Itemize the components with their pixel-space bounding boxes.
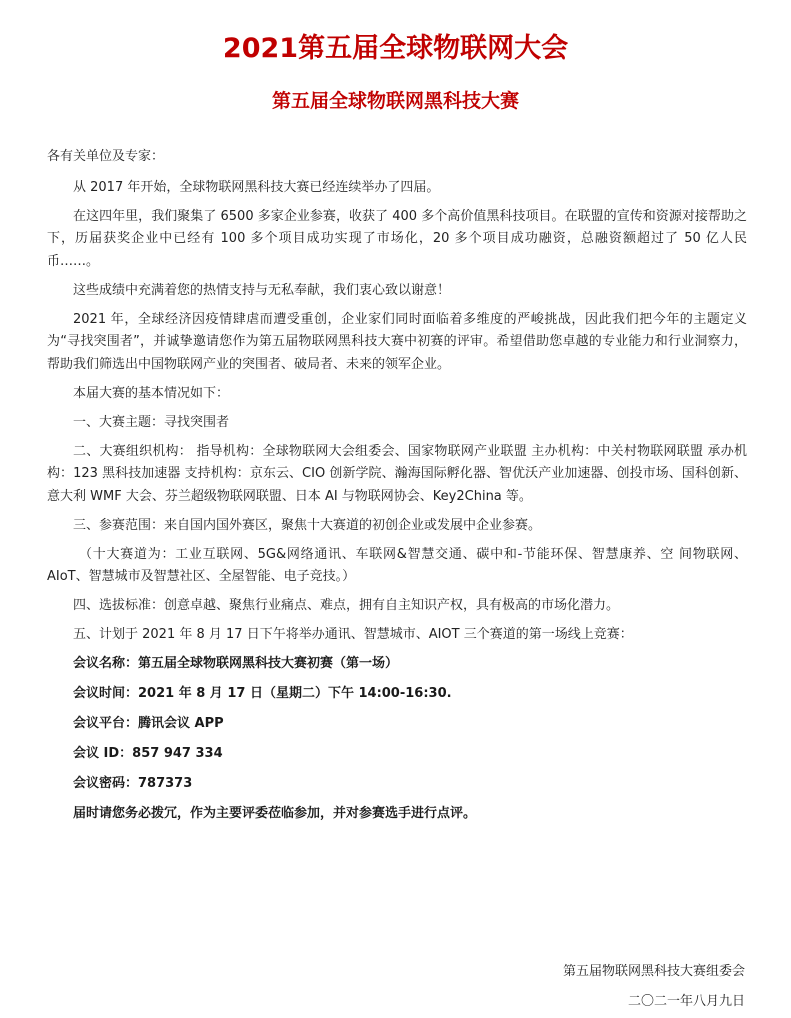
paragraph-theme: 一、大赛主题：寻找突围者 — [73, 414, 230, 430]
meeting-platform: 会议平台：腾讯会议 APP — [73, 716, 224, 731]
paragraph-overview-intro: 本届大赛的基本情况如下： — [73, 385, 230, 401]
paragraph-history: 从 2017 年开始，全球物联网黑科技大赛已经连续举办了四届。 — [73, 179, 440, 195]
paragraph-achievements: 在这四年里，我们聚集了 6500 多家企业参赛，收获了 400 多个高价值黑科技项目。在联盟的宣传和资源对接帮助之下，历届获奖企业中已经有 100 多个项目成功实现了市场化，20 多个项目成功融资，总融资额超过了 50 亿人民币……。 — [47, 208, 747, 269]
document-subtitle: 第五届全球物联网黑科技大赛 — [271, 90, 519, 112]
paragraph-thanks: 这些成绩中充满着您的热情支持与无私奉献，我们衷心致以谢意！ — [73, 282, 451, 298]
paragraph-organizers: 二、大赛组织机构： 指导机构：全球物联网大会组委会、国家物联网产业联盟 主办机构：中关村物联网联盟 承办机构：123 黑科技加速器 支持机构：京东云、CIO 创新学院、瀚海国际孵化器、智优沃产业加速器、创投市场、国科创新、 意大利 WMF 大会、芬兰超级物联网联盟、日本 AI 与物联网协会、Key2China 等。 — [47, 443, 747, 504]
meeting-password: 会议密码：787373 — [73, 776, 193, 791]
letter-body — [47, 146, 747, 833]
paragraph-invitation: 2021 年，全球经济因疫情肆虐而遭受重创，企业家们同时面临着多维度的严峻挑战，因此我们把今年的主题定义为“寻找突围者”，并诚挚邀请您作为第五届物联网黑科技大赛中初赛的评审。希望借助您卓越的专业能力和行业洞察力，帮助我们筛选出中国物联网产业的突围者、破局者、未来的领军企业。 — [47, 311, 747, 372]
paragraph-schedule: 五、计划于 2021 年 8 月 17 日下午将举办通讯、智慧城市、AIOT 三个赛道的第一场线上竞赛： — [73, 627, 633, 642]
paragraph-scope: 三、参赛范围：来自国内国外赛区，聚焦十大赛道的初创企业或发展中企业参赛。 — [73, 517, 542, 533]
signature-date: 二〇二一年八月九日 — [627, 994, 745, 1009]
paragraph-criteria: 四、选拔标准：创意卓越、聚焦行业痛点、难点，拥有自主知识产权，具有极高的市场化潜力。 — [73, 598, 620, 613]
meeting-id: 会议 ID：857 947 334 — [73, 746, 223, 761]
document-title: 2021第五届全球物联网大会 — [222, 33, 569, 64]
meeting-closing: 届时请您务必拨冗，作为主要评委莅临参加，并对参赛选手进行点评。 — [73, 806, 477, 821]
paragraph-tracks: （十大赛道为：工业互联网、5G&网络通讯、车联网&智慧交通、碳中和-节能环保、智慧康养、空 间物联网、AIoT、智慧城市及智慧社区、全屋智能、电子竞技。） — [47, 546, 747, 584]
signature-organization: 第五届物联网黑科技大赛组委会 — [562, 964, 745, 979]
meeting-time: 会议时间：2021 年 8 月 17 日（星期二）下午 14:00-16:30. — [73, 686, 452, 701]
meeting-name: 会议名称：第五届全球物联网黑科技大赛初赛（第一场） — [73, 656, 399, 671]
greeting: 各有关单位及专家： — [47, 149, 165, 164]
